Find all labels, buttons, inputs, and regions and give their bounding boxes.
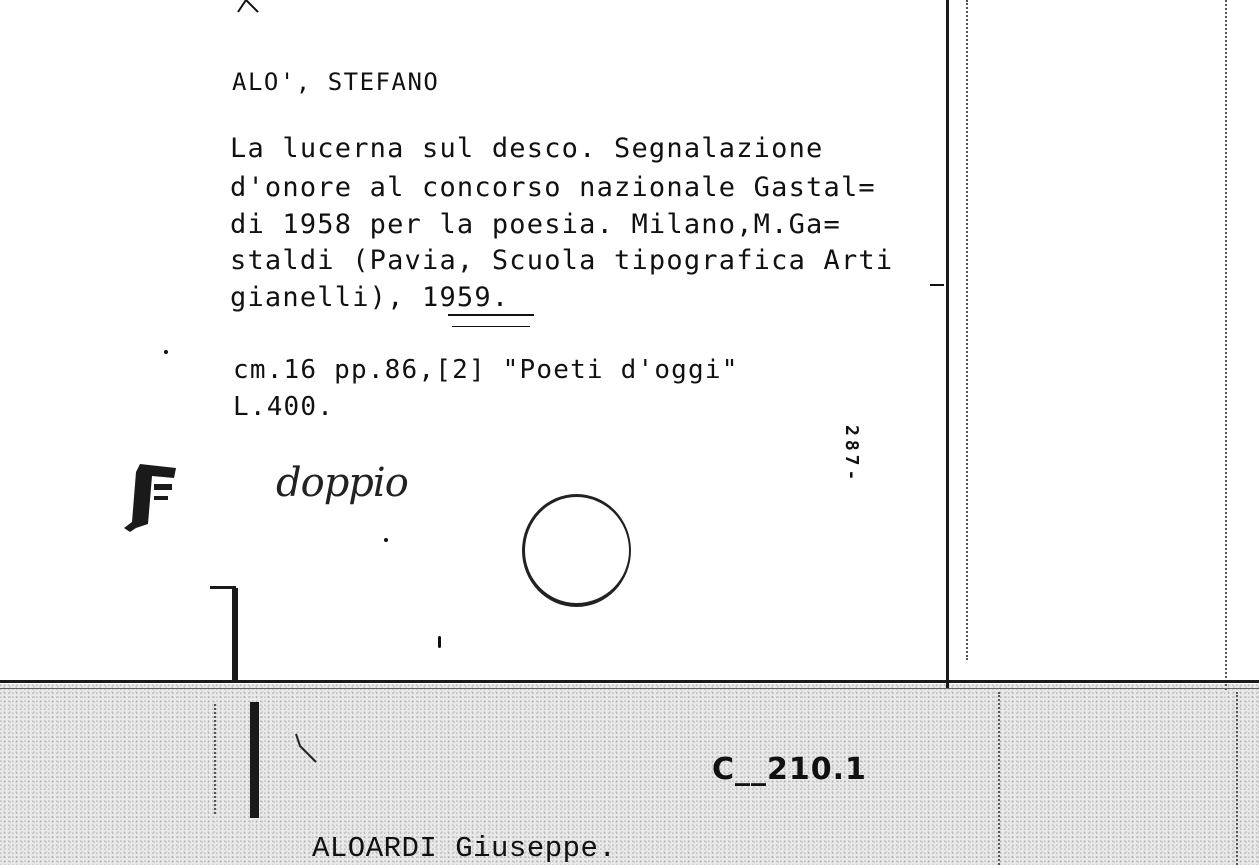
- next-card-binding-mark: [250, 702, 259, 818]
- next-card-author: ALOARDI Giuseppe.: [312, 832, 617, 865]
- date-underline: [448, 314, 534, 316]
- description-line-3: di 1958 per la poesia. Milano,M.Ga=: [230, 209, 841, 240]
- pencil-mark: [292, 732, 322, 766]
- adjacent-card-edge: [948, 0, 1259, 690]
- shelfmark: C__210.1: [712, 752, 867, 787]
- ink-speck: [384, 538, 388, 542]
- ink-speck: [438, 636, 441, 648]
- handwritten-note: doppio: [276, 460, 408, 506]
- price: L.400.: [233, 392, 335, 422]
- card-bottom-edge: [0, 680, 1259, 683]
- adjacent-card-edge-line: [1225, 0, 1227, 690]
- card-bottom-edge-secondary: [0, 688, 1259, 689]
- hole-punch-circle: [522, 494, 631, 607]
- hyphen-underline: [930, 284, 944, 286]
- ink-speck: [164, 350, 168, 354]
- description-line-2: d'onore al concorso nazionale Gastal=: [230, 172, 876, 203]
- author-heading: ALO', STEFANO: [232, 68, 440, 96]
- card-binding-mark: [232, 588, 238, 680]
- next-card-left-mark: [214, 704, 216, 814]
- card-binding-hook: [210, 586, 236, 589]
- next-catalog-card: [0, 684, 1259, 865]
- description-line-4: staldi (Pavia, Scuola tipografica Arti: [230, 245, 894, 276]
- date-underline-secondary: [452, 326, 530, 327]
- library-stamp: [118, 462, 180, 534]
- card-right-edge: [946, 0, 949, 688]
- description-line-1: La lucerna sul desco. Segnalazione: [230, 133, 824, 164]
- physical-description: cm.16 pp.86,[2] "Poeti d'oggi": [233, 355, 739, 385]
- next-card-divider: [998, 692, 1000, 865]
- inventory-number: 287-: [841, 425, 862, 485]
- next-card-right-edge: [1236, 692, 1238, 865]
- description-line-5: gianelli), 1959.: [230, 282, 510, 313]
- card-right-edge-shadow: [966, 0, 968, 660]
- corner-mark: [236, 0, 260, 14]
